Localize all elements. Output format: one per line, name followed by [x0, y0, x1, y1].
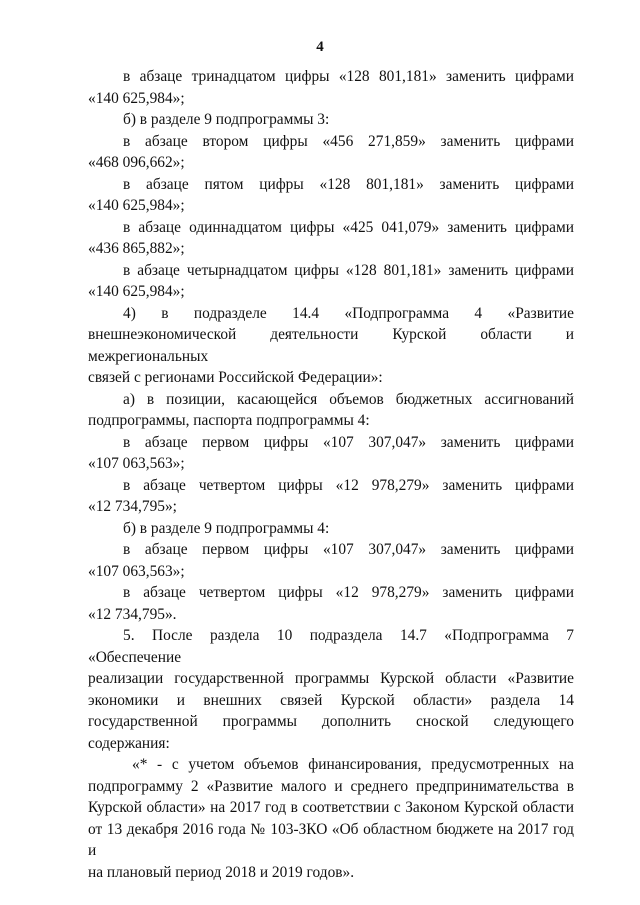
- page-number: 4: [316, 39, 324, 55]
- paragraph-line: государственной программы дополнить сноской следующего содержания:: [88, 713, 574, 752]
- paragraph-line: подпрограмму 2 «Развитие малого и среднего предпринимательства в: [88, 777, 574, 795]
- paragraph-line: реализации государственной программы Курской области «Развитие: [88, 670, 574, 687]
- paragraph-line: на плановый период 2018 и 2019 годов».: [88, 863, 355, 881]
- paragraph-line: «* - с учетом объемов финансирования, предусмотренных на: [132, 756, 574, 773]
- paragraph-line: в абзаце четырнадцатом цифры «128 801,181» заменить цифрами: [123, 261, 574, 279]
- paragraph-line: «107 063,563»;: [88, 455, 185, 472]
- paragraph-line: от 13 декабря 2016 года № 103-ЗКО «Об областном бюджете на 2017 год и: [88, 820, 574, 859]
- paragraph-line: экономики и внешних связей Курской области» раздела 14: [88, 691, 574, 709]
- paragraph-line: Курской области» на 2017 год в соответствии с Законом Курской области: [88, 799, 574, 816]
- paragraph-line: 4) в подразделе 14.4 «Подпрограмма 4 «Развитие: [123, 304, 574, 322]
- paragraph-line: «436 865,882»;: [88, 240, 185, 257]
- paragraph-line: в абзаце тринадцатом цифры «128 801,181» заменить цифрами: [123, 68, 574, 85]
- paragraph-line: «12 734,795»;: [88, 498, 177, 515]
- paragraph-line: «140 625,984»;: [88, 283, 185, 300]
- paragraph-line: в абзаце одиннадцатом цифры «425 041,079» заменить цифрами: [123, 218, 574, 236]
- paragraph-line: «140 625,984»;: [88, 197, 185, 214]
- paragraph-line: «140 625,984»;: [88, 89, 185, 107]
- paragraph-line: подпрограммы, паспорта подпрограммы 4:: [88, 412, 370, 429]
- paragraph-line: в абзаце втором цифры «456 271,859» заменить цифрами: [123, 132, 574, 150]
- document-body: [88, 66, 574, 883]
- paragraph-line: «468 096,662»;: [88, 154, 185, 171]
- paragraph-line: б) в разделе 9 подпрограммы 4:: [123, 519, 330, 537]
- paragraph-line: а) в позиции, касающейся объемов бюджетных ассигнований: [123, 390, 574, 408]
- paragraph-line: в абзаце пятом цифры «128 801,181» заменить цифрами: [123, 175, 574, 193]
- paragraph-line: внешнеэкономической деятельности Курской области и межрегиональных: [88, 326, 574, 365]
- paragraph-line: в абзаце четвертом цифры «12 978,279» заменить цифрами: [123, 584, 574, 601]
- paragraph-line: в абзаце четвертом цифры «12 978,279» заменить цифрами: [123, 476, 574, 494]
- paragraph-line: «107 063,563»;: [88, 562, 185, 580]
- paragraph-line: связей с регионами Российской Федерации»:: [88, 369, 383, 386]
- paragraph-line: «12 734,795».: [88, 605, 177, 623]
- paragraph-line: в абзаце первом цифры «107 307,047» заменить цифрами: [123, 433, 574, 451]
- paragraph-line: в абзаце первом цифры «107 307,047» заменить цифрами: [123, 541, 574, 558]
- paragraph-line: б) в разделе 9 подпрограммы 3:: [123, 111, 330, 128]
- paragraph-line: 5. После раздела 10 подраздела 14.7 «Подпрограмма 7 «Обеспечение: [88, 627, 574, 666]
